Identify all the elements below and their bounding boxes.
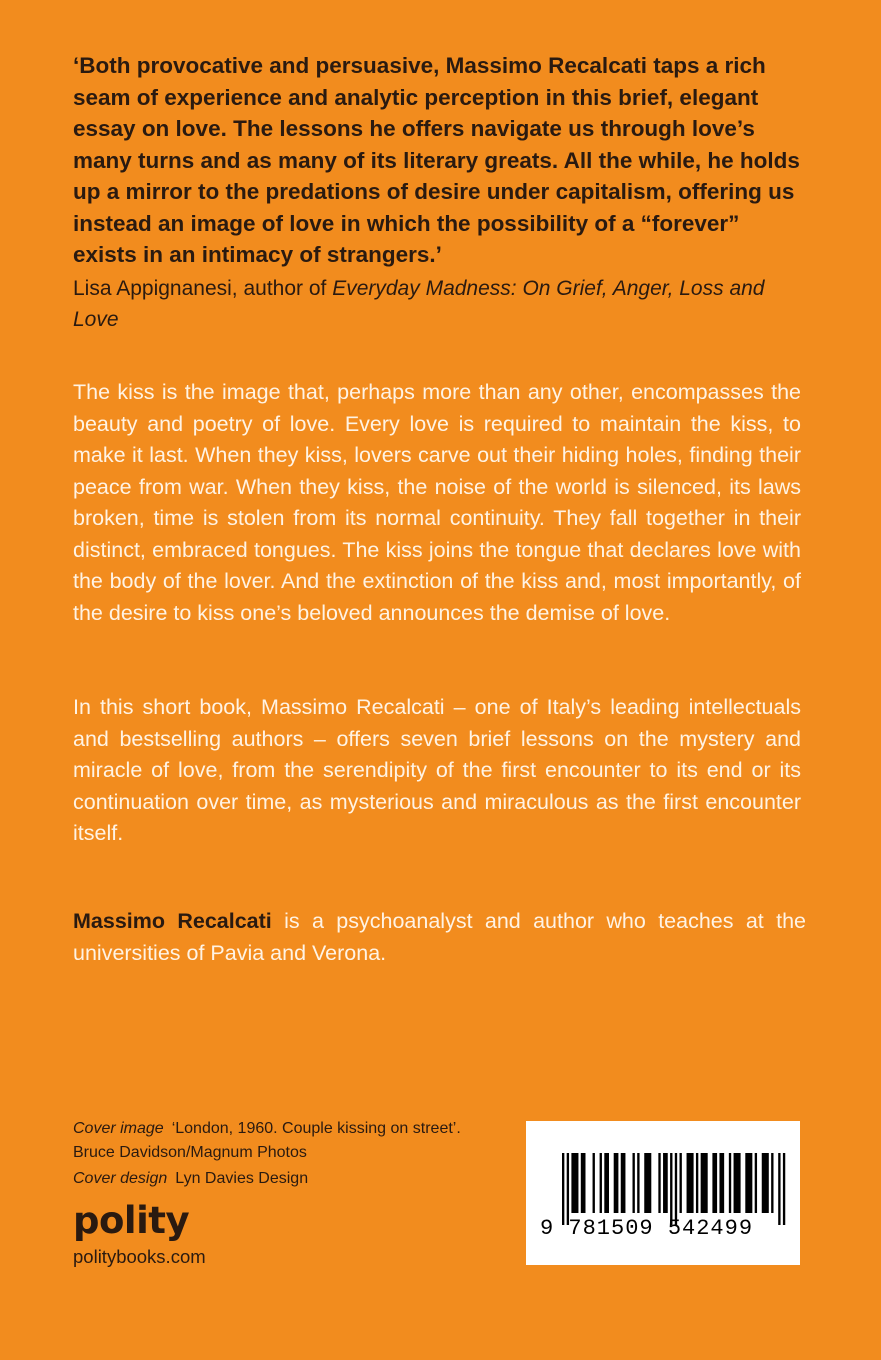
barcode-bar [581,1153,586,1213]
credits [73,1117,461,1191]
cover-image-label: Cover image [73,1120,164,1137]
barcode-bar [687,1153,694,1213]
barcode-bar [719,1153,724,1213]
barcode-bar [783,1153,785,1225]
blurb-paragraph-1: The kiss is the image that, perhaps more than any other, encompasses the beauty and poetry of love. Every love is required to maintain the kiss, to make it last. When they kiss, lovers carve out their hiding holes, finding their peace from war. When they kiss, the noise of the world is silenced, its laws broken, time is stolen from its normal continuity. They fall together in their distinct, embraced tongues. The kiss joins the tongue that declares love with the body of the lover. And the extinction of the kiss and, most importantly, of the desire to kiss one’s beloved announces the demise of love. [73,380,801,625]
barcode-bar [670,1153,672,1225]
barcode-bar [696,1153,698,1213]
author-bio [73,906,806,969]
barcode-bar [614,1153,619,1213]
cover-image-credit [73,1117,461,1141]
endorsement-attribution [73,273,806,335]
cover-image-source: Bruce Davidson/Magnum Photos [73,1144,307,1161]
publisher [73,1200,206,1270]
barcode-bar [571,1153,578,1213]
barcode-bar [755,1153,757,1213]
barcode-bar [644,1153,651,1213]
cover-design-label: Cover design [73,1170,168,1187]
publisher-url: politybooks.com [73,1246,206,1267]
isbn-barcode [526,1121,800,1265]
barcode-bar [658,1153,660,1213]
barcode-bar [637,1153,639,1213]
cover-design-value: Lyn Davies Design [175,1170,309,1187]
cover-image-value: ‘London, 1960. Couple kissing on street’. [171,1120,461,1137]
barcode-bar [567,1153,569,1225]
barcode-bar [734,1153,741,1213]
author-name: Massimo Recalcati [73,909,272,933]
barcode-bar [771,1153,773,1213]
barcode-bars [526,1121,800,1265]
barcode-bar [762,1153,769,1213]
endorsement-quote: ‘Both provocative and persuasive, Massimo Recalcati taps a rich seam of experience and analytic perception in this brief, elegant essay on love. The lessons he offers navigate us through love’s many turns and as many of its literary greats. All the while, he holds up a mirror to the predations of desire under capitalism, offering us instead an image of love in which the possibility of a “forever” exists in an intimacy of strangers.’ [73,53,800,267]
author-bio-text: is a psychoanalyst and author who teaches at the universities of Pavia and Verona. [73,909,806,965]
cover-design-credit [73,1167,461,1191]
barcode-bar [663,1153,668,1213]
barcode-bar [729,1153,731,1213]
barcode-bar [621,1153,626,1213]
barcode-bar [675,1153,677,1225]
endorsement [73,50,806,335]
barcode-bar [604,1153,609,1213]
barcode-bar [778,1153,780,1225]
polity-logo: polity [73,1199,190,1242]
blurb-paragraph-2: In this short book, Massimo Recalcati – one of Italy’s leading intellectuals and bestselling authors – offers seven brief lessons on the mystery and miracle of love, from the serendipity of the first encounter to its end or its continuation over time, as mysterious and miraculous as the first encounter itself. [73,695,801,845]
attribution-author: Lisa Appignanesi, author of [73,276,333,300]
barcode-bar [633,1153,635,1213]
isbn-digits: 9 781509 542499 [540,1216,754,1241]
attribution-book-title: Everyday Madness: On Grief, Anger, Loss and Love [73,276,765,331]
barcode-bar [680,1153,682,1213]
barcode-bar [745,1153,752,1213]
barcode-bar [600,1153,602,1213]
barcode-bar [562,1153,564,1225]
barcode-bar [701,1153,708,1213]
barcode-bar [593,1153,595,1213]
barcode-bar [712,1153,717,1213]
